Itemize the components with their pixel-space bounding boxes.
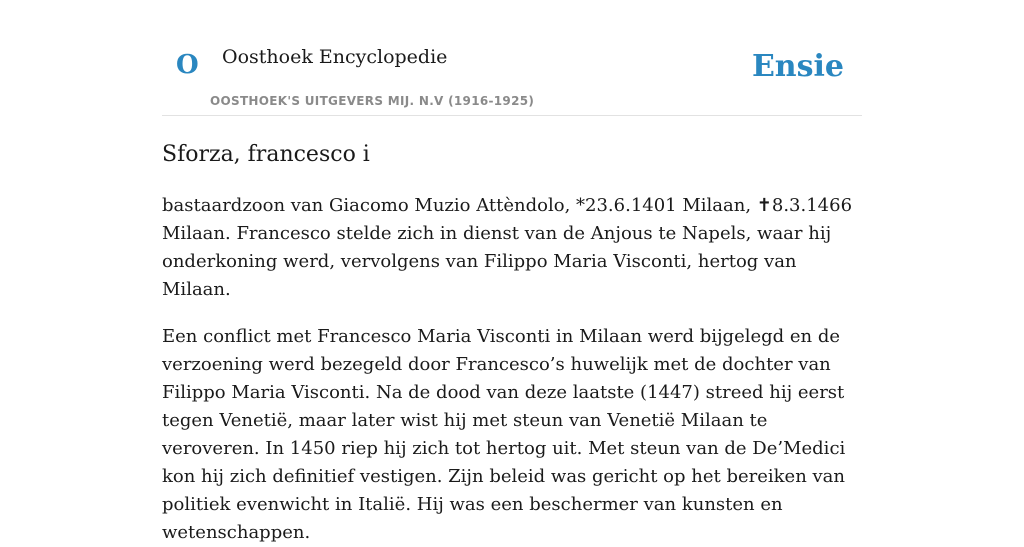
entry-paragraph: bastaardzoon van Giacomo Muzio Attèndolo, *23.6.1401 Milaan, ✝8.3.1466 Milaan. Francesco stelde zich in dienst van de Anjous te Napels, waar hij onderkoning werd, vervolgens van Filippo Maria Visconti, hertog van Milaan. bbox=[162, 194, 853, 300]
entry-title: Sforza, francesco i bbox=[162, 142, 370, 167]
source-title[interactable]: Oosthoek Encyclopedie bbox=[222, 46, 448, 68]
source-publisher: OOSTHOEK'S UITGEVERS MIJ. N.V (1916-1925) bbox=[210, 94, 535, 108]
page-container bbox=[162, 0, 862, 547]
ensie-logo-link[interactable]: Ensie bbox=[751, 49, 844, 84]
source-logo[interactable]: O bbox=[176, 50, 199, 80]
entry-paragraph: Een conflict met Francesco Maria Visconti in Milaan werd bijgelegd en de verzoening werd bezegeld door Francesco’s huwelijk met de dochter van Filippo Maria Visconti. Na de dood van deze laatste (1447) streed hij eerst tegen Venetië, maar later wist hij met steun van Venetië Milaan te veroveren. In 1450 riep hij zich tot hertog uit. Met steun van de De’Medici kon hij zich definitief vestigen. Zijn beleid was gericht op het bereiken van politiek evenwicht in Italië. Hij was een beschermer van kunsten en wetenschappen. bbox=[162, 325, 846, 543]
source-header bbox=[162, 0, 862, 116]
